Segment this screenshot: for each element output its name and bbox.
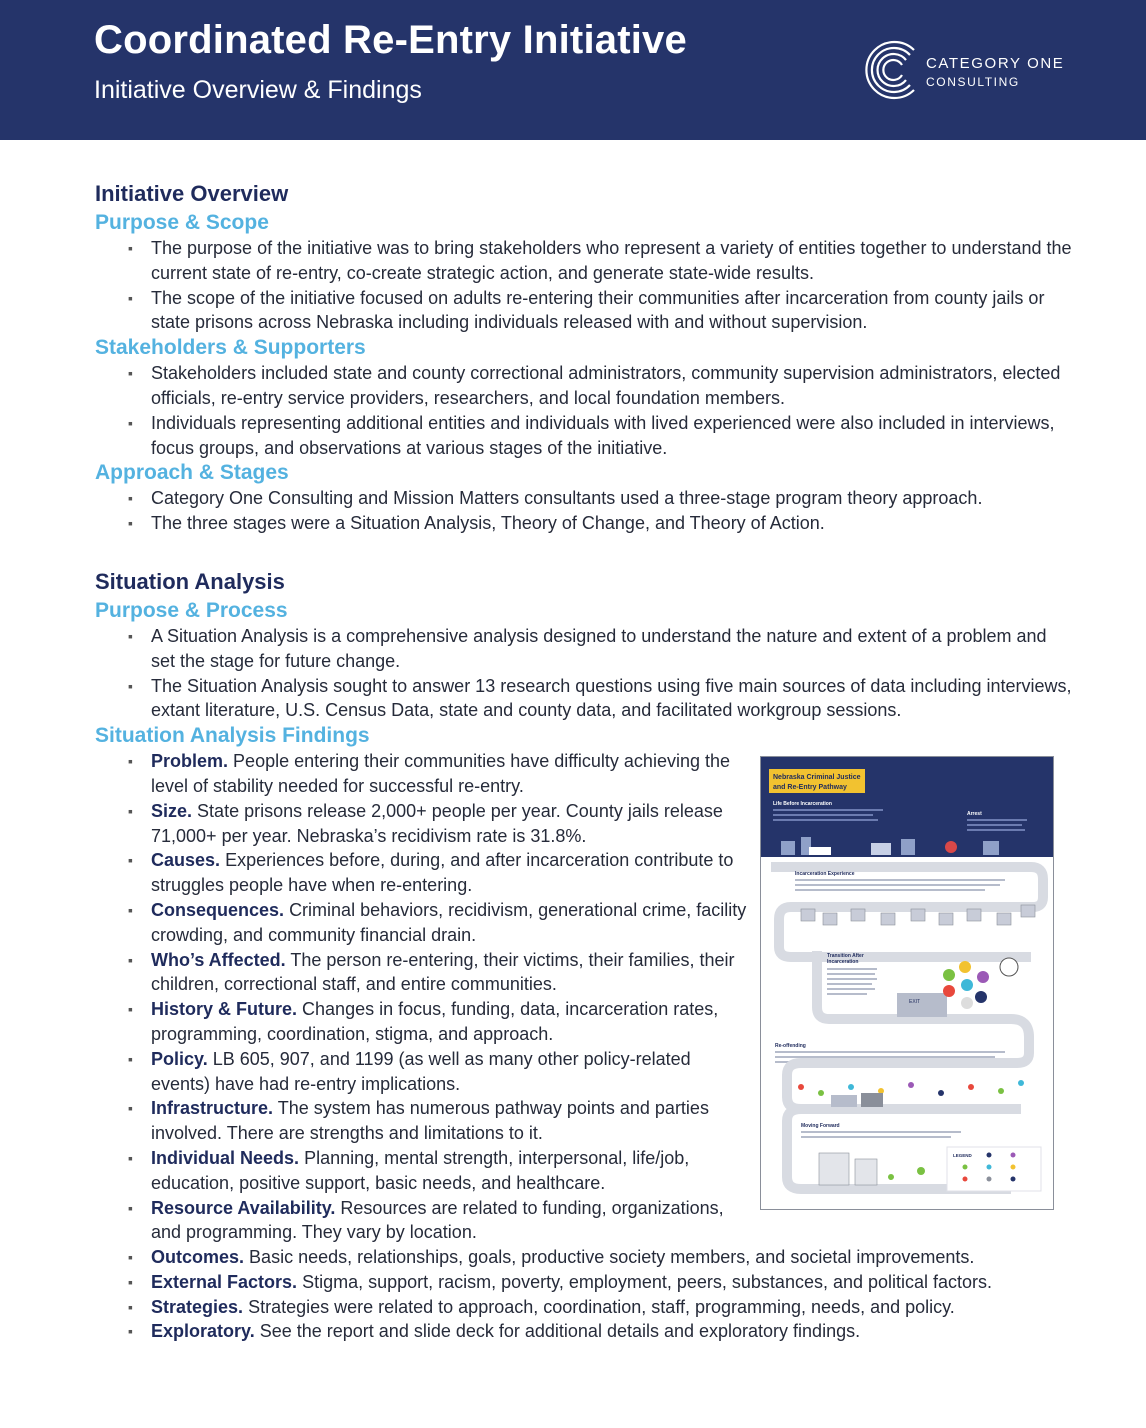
pathway-infographic	[760, 756, 1054, 1210]
pathway-infographic-graphic	[761, 757, 1053, 1209]
infographic-title-1: Nebraska Criminal Justice	[773, 774, 861, 781]
logo-text-line1: CATEGORY ONE	[926, 55, 1065, 72]
page-subtitle: Initiative Overview & Findings	[94, 76, 422, 104]
logo-text-line2: CONSULTING	[926, 75, 1020, 89]
purpose-scope-heading: Purpose & Scope	[95, 211, 269, 234]
infographic-section-5: Moving Forward	[801, 1123, 840, 1129]
bullet-icon: ▪	[128, 753, 133, 770]
bullet-icon: ▪	[128, 490, 133, 507]
infographic-title-2: and Re-Entry Pathway	[773, 784, 847, 791]
page-title: Coordinated Re-Entry Initiative	[94, 18, 687, 62]
finding-item: ▪ History & Future. Changes in focus, funding, data, incarceration rates, programming, coordination, stigma, and approach.	[128, 999, 719, 1044]
purpose-process-list	[95, 624, 1075, 723]
finding-item: ▪ Exploratory. See the report and slide deck for additional details and exploratory findings.	[95, 1319, 1075, 1344]
infographic-section-3a: Transition After	[827, 953, 864, 959]
bullet-icon: ▪	[128, 1323, 133, 1340]
bullet-icon: ▪	[128, 289, 133, 306]
bullet-icon: ▪	[128, 414, 133, 431]
finding-item: ▪ Consequences. Criminal behaviors, recidivism, generational crime, facility crowding, and community financial drain.	[128, 899, 747, 945]
infographic-arrest: Arrest	[967, 811, 982, 817]
infographic-section-3b: Incarceration	[827, 959, 859, 965]
infographic-section-2: Incarceration Experience	[795, 871, 855, 877]
purpose-scope-list	[95, 236, 1075, 335]
purpose-process-heading: Purpose & Process	[95, 598, 288, 622]
bullet-icon: ▪	[128, 1100, 133, 1117]
bullet-icon: ▪	[128, 515, 133, 532]
list-item: ▪ Stakeholders included state and county correctional administrators, community supervision administrators, elected officials, re-entry service providers, researchers, and local foundation members.	[128, 363, 1061, 408]
page-header	[0, 0, 1146, 140]
infographic-section-4: Re-offending	[775, 1043, 806, 1049]
bullet-icon: ▪	[128, 1249, 133, 1266]
bullet-icon: ▪	[128, 1273, 133, 1290]
logo-rings-icon	[864, 38, 924, 102]
list-item: ▪ The three stages were a Situation Analysis, Theory of Change, and Theory of Action.	[95, 511, 1075, 536]
list-item: ▪ The scope of the initiative focused on adults re-entering their communities after incarceration from county jails or state prisons across Nebraska including individuals released with and without supervision.	[128, 287, 1045, 333]
bullet-icon: ▪	[128, 802, 133, 819]
finding-item: ▪ Strategies. Strategies were related to approach, coordination, staff, programming, needs, and policy.	[95, 1295, 1075, 1320]
approach-heading: Approach & Stages	[95, 461, 289, 485]
infographic-section-1: Life Before Incarceration	[773, 801, 832, 807]
company-logo	[864, 38, 1064, 102]
finding-item: ▪ External Factors. Stigma, support, racism, poverty, employment, peers, substances, and political factors.	[95, 1270, 1075, 1295]
bullet-icon: ▪	[128, 240, 133, 256]
bullet-icon: ▪	[128, 951, 133, 968]
bullet-icon: ▪	[128, 365, 133, 382]
bullet-icon: ▪	[128, 1199, 133, 1216]
bullet-icon: ▪	[128, 1149, 133, 1166]
list-item: ▪ Category One Consulting and Mission Matters consultants used a three-stage program theory approach.	[95, 486, 1075, 511]
list-item: ▪ The purpose of the initiative was to bring stakeholders who represent a variety of entities together to understand the current state of re-entry, co-create strategic action, and generate state-wide results.	[128, 238, 1072, 283]
finding-item: ▪ Policy. LB 605, 907, and 1199 (as well as many other policy-related events) have had re-entry implications.	[128, 1048, 691, 1094]
bullet-icon: ▪	[128, 852, 133, 869]
overview-heading: Initiative Overview	[95, 181, 289, 206]
bullet-icon: ▪	[128, 1001, 133, 1018]
bullet-icon: ▪	[128, 627, 133, 644]
list-item: ▪ The Situation Analysis sought to answer 13 research questions using five main sources of data including interviews, extant literature, U.S. Census Data, state and county data, and facilitated workgroup sessions.	[128, 675, 1072, 721]
finding-item: ▪ Infrastructure. The system has numerous pathway points and parties involved. There are strengths and limitations to it.	[128, 1098, 709, 1144]
bullet-icon: ▪	[128, 901, 133, 918]
bullet-icon: ▪	[128, 1298, 133, 1315]
list-item: ▪ Individuals representing additional entities and individuals with lived experienced were also included in interviews, focus groups, and observations at various stages of the initiative.	[128, 412, 1055, 458]
finding-item: ▪ Individual Needs. Planning, mental strength, interpersonal, life/job, education, positive support, basic needs, and healthcare.	[128, 1147, 690, 1193]
approach-list	[95, 486, 1075, 536]
finding-item: ▪ Problem. People entering their communities have difficulty achieving the level of stability needed for successful re-entry.	[128, 751, 730, 796]
finding-item: ▪ Causes. Experiences before, during, and after incarceration contribute to struggles people have when re-entering.	[128, 850, 734, 896]
infographic-legend: LEGEND	[953, 1153, 972, 1158]
bullet-icon: ▪	[128, 677, 133, 694]
stakeholders-heading: Stakeholders & Supporters	[95, 336, 366, 360]
finding-item: ▪ Resource Availability. Resources are related to funding, organizations, and programming. They vary by location.	[128, 1197, 724, 1243]
findings-heading: Situation Analysis Findings	[95, 724, 370, 748]
stakeholders-list	[95, 361, 1075, 460]
situation-heading: Situation Analysis	[95, 568, 285, 594]
infographic-exit: EXIT	[909, 999, 921, 1005]
finding-item: ▪ Outcomes. Basic needs, relationships, goals, productive society members, and societal improvements.	[95, 1245, 1075, 1270]
finding-item: ▪ Who’s Affected. The person re-entering, their victims, their families, their children, correctional staff, and entire communities.	[128, 949, 735, 995]
finding-item: ▪ Size. State prisons release 2,000+ people per year. County jails release 71,000+ per year. Nebraska’s recidivism rate is 31.8%.	[128, 800, 723, 846]
bullet-icon: ▪	[128, 1050, 133, 1067]
list-item: ▪ A Situation Analysis is a comprehensive analysis designed to understand the nature and extent of a problem and set the stage for future change.	[128, 625, 1047, 671]
